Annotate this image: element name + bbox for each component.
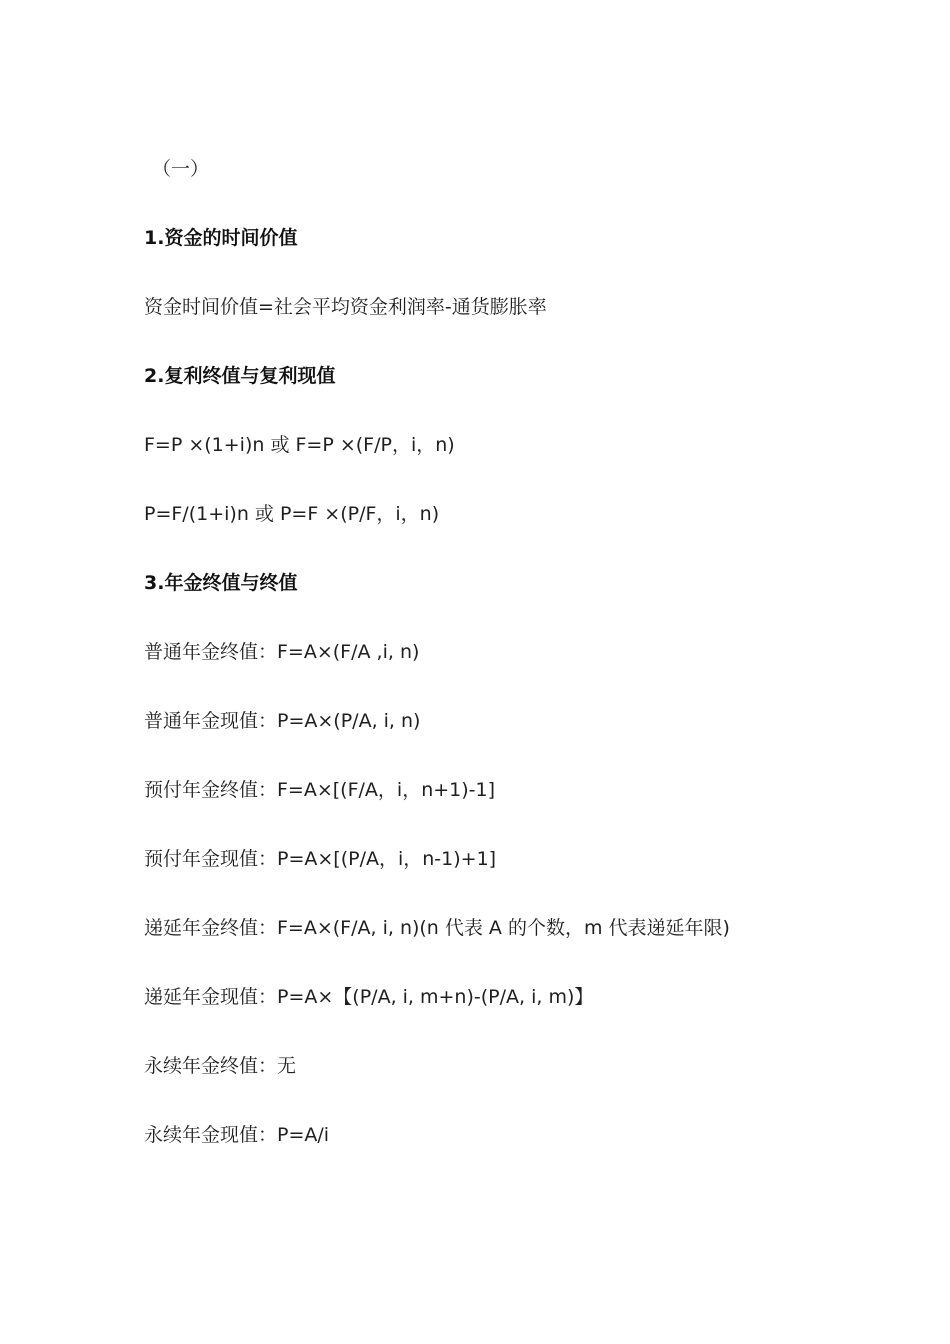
formula-compound-present: P=F/(1+i)n 或 P=F ×(P/F，i，n) (144, 503, 440, 525)
heading-time-value: 1.资金的时间价值 (144, 227, 298, 249)
heading-annuity: 3.年金终值与终值 (144, 572, 298, 594)
formula-compound-future: F=P ×(1+i)n 或 F=P ×(F/P，i，n) (144, 434, 455, 456)
formula-prepaid-annuity-future: 预付年金终值：F=A×[(F/A，i，n+1)-1] (144, 779, 496, 801)
formula-ordinary-annuity-present: 普通年金现值：P=A×(P/A, i, n) (144, 710, 421, 732)
formula-ordinary-annuity-future: 普通年金终值：F=A×(F/A ,i, n) (144, 641, 420, 663)
formula-perpetuity-present: 永续年金现值：P=A/i (144, 1124, 330, 1146)
formula-deferred-annuity-present: 递延年金现值：P=A×【(P/A, i, m+n)-(P/A, i, m)】 (144, 986, 594, 1008)
section-marker: （一） (152, 158, 210, 180)
formula-prepaid-annuity-present: 预付年金现值：P=A×[(P/A，i，n-1)+1] (144, 848, 497, 870)
formula-time-value: 资金时间价值=社会平均资金利润率-通货膨胀率 (144, 296, 547, 318)
heading-compound-interest: 2.复利终值与复利现值 (144, 365, 336, 387)
formula-perpetuity-future: 永续年金终值：无 (144, 1055, 297, 1077)
formula-deferred-annuity-future: 递延年金终值：F=A×(F/A, i, n)(n 代表 A 的个数，m 代表递延年限) (144, 917, 730, 939)
